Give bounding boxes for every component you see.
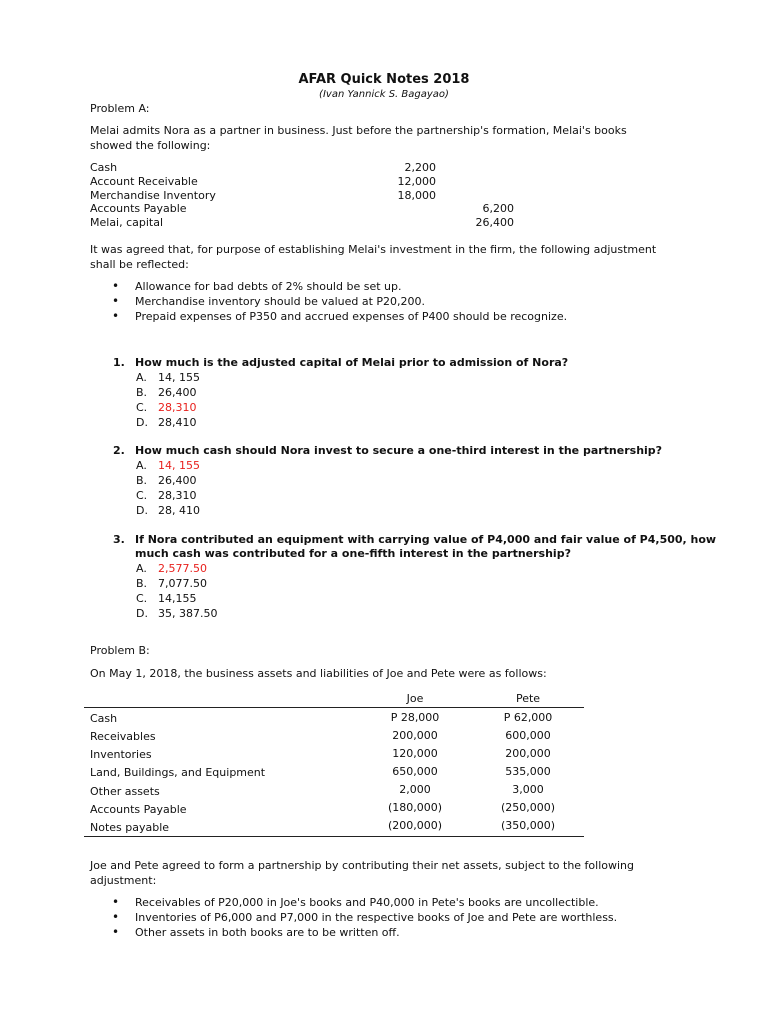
adjustment-intro-line1: It was agreed that, for purpose of establishing Melai's investment in the firm, the following adjustment bbox=[90, 243, 657, 256]
choice-text: 7,077.50 bbox=[158, 577, 207, 590]
bullet-text: Prepaid expenses of P350 and accrued expenses of P400 should be recognize. bbox=[135, 310, 568, 323]
problem-b-intro: On May 1, 2018, the business assets and liabilities of Joe and Pete were as follows: bbox=[90, 667, 547, 680]
choice-letter: B. bbox=[136, 577, 148, 590]
table-cell-pete: 535,000 bbox=[505, 765, 551, 778]
problem-a-intro-line2: showed the following: bbox=[90, 139, 211, 152]
document-title: AFAR Quick Notes 2018 bbox=[298, 72, 470, 87]
table-bottom-rule bbox=[84, 836, 584, 837]
document-author: (Ivan Yannick S. Bagayao) bbox=[319, 89, 449, 100]
bullet-text: Receivables of P20,000 in Joe's books and P40,000 in Pete's books are uncollectible. bbox=[135, 896, 599, 909]
agreement-line1: Joe and Pete agreed to form a partnership by contributing their net assets, subject to the following bbox=[90, 859, 635, 872]
question-number: 3. bbox=[113, 533, 125, 546]
correct-answer: 14, 155 bbox=[158, 459, 200, 472]
table-row-label: Accounts Payable bbox=[90, 803, 187, 816]
choice-letter: C. bbox=[136, 401, 148, 414]
bullet-icon: • bbox=[112, 279, 120, 293]
choice-letter: D. bbox=[136, 607, 148, 620]
account-name: Cash bbox=[90, 161, 118, 174]
table-cell-joe: (180,000) bbox=[387, 801, 443, 814]
question-text-line2: much cash was contributed for a one-fifth interest in the partnership? bbox=[135, 547, 571, 560]
choice-letter: B. bbox=[136, 386, 148, 399]
bullet-icon: • bbox=[112, 309, 120, 323]
question-text: How much is the adjusted capital of Melai prior to admission of Nora? bbox=[135, 356, 569, 369]
bullet-icon: • bbox=[112, 895, 120, 909]
problem-a-intro-line1: Melai admits Nora as a partner in business. Just before the partnership's formation, Melai's books bbox=[90, 124, 627, 137]
table-cell-joe: 200,000 bbox=[392, 729, 438, 742]
account-credit: 6,200 bbox=[482, 202, 514, 215]
table-cell-pete: (350,000) bbox=[500, 819, 556, 832]
table-cell-pete: P 62,000 bbox=[503, 711, 553, 724]
account-credit: 26,400 bbox=[475, 216, 514, 229]
table-cell-pete: 600,000 bbox=[505, 729, 551, 742]
question-text-line1: If Nora contributed an equipment with carrying value of P4,000 and fair value of P4,500, how bbox=[135, 533, 717, 546]
table-top-rule bbox=[84, 707, 584, 708]
bullet-text: Allowance for bad debts of 2% should be set up. bbox=[135, 280, 402, 293]
account-name: Account Receivable bbox=[90, 175, 198, 188]
choice-text: 14, 155 bbox=[158, 371, 200, 384]
agreement-line2: adjustment: bbox=[90, 874, 157, 887]
choice-text: 35, 387.50 bbox=[158, 607, 218, 620]
account-name: Merchandise Inventory bbox=[90, 189, 216, 202]
choice-text: 28,310 bbox=[158, 489, 197, 502]
choice-text: 26,400 bbox=[158, 474, 197, 487]
choice-text: 26,400 bbox=[158, 386, 197, 399]
table-row-label: Receivables bbox=[90, 730, 156, 743]
choice-letter: D. bbox=[136, 504, 148, 517]
column-header-joe: Joe bbox=[406, 692, 424, 705]
choice-letter: D. bbox=[136, 416, 148, 429]
table-cell-joe: 650,000 bbox=[392, 765, 438, 778]
table-row-label: Cash bbox=[90, 712, 118, 725]
bullet-icon: • bbox=[112, 910, 120, 924]
table-cell-joe: P 28,000 bbox=[390, 711, 440, 724]
account-name: Accounts Payable bbox=[90, 202, 187, 215]
choice-letter: A. bbox=[136, 371, 147, 384]
choice-text: 14,155 bbox=[158, 592, 197, 605]
question-text: How much cash should Nora invest to secure a one-third interest in the partnership? bbox=[135, 444, 663, 457]
choice-letter: C. bbox=[136, 489, 148, 502]
choice-letter: A. bbox=[136, 562, 147, 575]
table-cell-joe: 2,000 bbox=[399, 783, 431, 796]
account-name: Melai, capital bbox=[90, 216, 164, 229]
correct-answer: 28,310 bbox=[158, 401, 197, 414]
problem-b-label: Problem B: bbox=[90, 644, 150, 657]
bullet-text: Inventories of P6,000 and P7,000 in the respective books of Joe and Pete are worthless. bbox=[135, 911, 618, 924]
choice-text: 28, 410 bbox=[158, 504, 200, 517]
table-cell-pete: 3,000 bbox=[512, 783, 544, 796]
adjustment-intro-line2: shall be reflected: bbox=[90, 258, 189, 271]
question-number: 1. bbox=[113, 356, 125, 369]
bullet-text: Merchandise inventory should be valued at P20,200. bbox=[135, 295, 426, 308]
table-cell-joe: 120,000 bbox=[392, 747, 438, 760]
account-debit: 12,000 bbox=[397, 175, 436, 188]
bullet-icon: • bbox=[112, 294, 120, 308]
correct-answer: 2,577.50 bbox=[158, 562, 207, 575]
table-cell-pete: (250,000) bbox=[500, 801, 556, 814]
problem-a-label: Problem A: bbox=[90, 102, 150, 115]
choice-letter: C. bbox=[136, 592, 148, 605]
table-row-label: Notes payable bbox=[90, 821, 170, 834]
bullet-icon: • bbox=[112, 925, 120, 939]
choice-letter: B. bbox=[136, 474, 148, 487]
table-row-label: Land, Buildings, and Equipment bbox=[90, 766, 266, 779]
choice-text: 28,410 bbox=[158, 416, 197, 429]
table-row-label: Other assets bbox=[90, 785, 160, 798]
table-cell-joe: (200,000) bbox=[387, 819, 443, 832]
account-debit: 18,000 bbox=[397, 189, 436, 202]
choice-letter: A. bbox=[136, 459, 147, 472]
table-cell-pete: 200,000 bbox=[505, 747, 551, 760]
bullet-text: Other assets in both books are to be written off. bbox=[135, 926, 400, 939]
question-number: 2. bbox=[113, 444, 125, 457]
table-row-label: Inventories bbox=[90, 748, 152, 761]
column-header-pete: Pete bbox=[515, 692, 541, 705]
account-debit: 2,200 bbox=[404, 161, 436, 174]
